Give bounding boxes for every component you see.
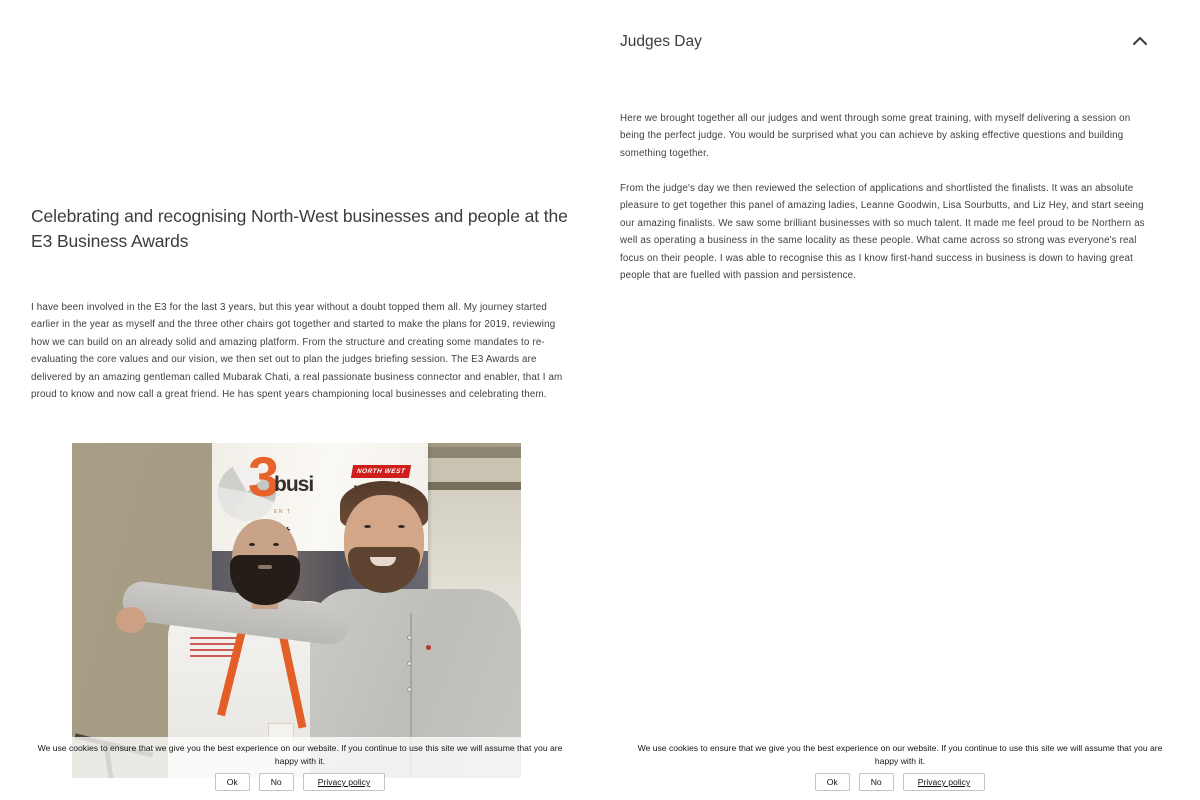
cookie-buttons xyxy=(600,773,1200,791)
cookie-privacy-policy-link[interactable]: Privacy policy xyxy=(303,773,386,791)
section-header xyxy=(620,32,1150,51)
chevron-up-icon xyxy=(1132,34,1148,49)
man-left-eye xyxy=(273,543,279,546)
man-right-eye xyxy=(364,525,371,528)
shirt-button xyxy=(407,635,412,640)
cookie-privacy-policy-link[interactable]: Privacy policy xyxy=(903,773,986,791)
cookie-no-button[interactable]: No xyxy=(859,773,894,791)
article-photo xyxy=(72,443,521,778)
cookie-message: We use cookies to ensure that we give you the best experience on our website. If you continue to use this site we will assume that you are happy with it. xyxy=(637,743,1163,766)
photo-picture-rail xyxy=(422,447,521,458)
section-title: Judges Day xyxy=(620,32,702,50)
cookie-no-button[interactable]: No xyxy=(259,773,294,791)
photo-picture-rail xyxy=(422,458,521,482)
shirt-button xyxy=(407,661,412,666)
man-right-eye xyxy=(398,525,405,528)
collapse-section-button[interactable] xyxy=(1130,32,1150,51)
photo-picture-rail xyxy=(422,482,521,490)
cookie-banner xyxy=(600,737,1200,800)
cookie-buttons xyxy=(0,773,600,791)
shirt-button xyxy=(407,687,412,692)
cookie-message: We use cookies to ensure that we give you the best experience on our website. If you continue to use this site we will assume that you are happy with it. xyxy=(37,743,563,766)
article-paragraph: I have been involved in the E3 for the last 3 years, but this year without a doubt topped them all. My journey started earlier in the year as myself and the three other chairs got together and started to make the plans for 2019, reviewing how we can build on an already solid and amazing platform. From the structure and creating some mandates to re-evaluating the core values and our vision, we then set out to plan the judges briefing session. The E3 Awards are delivered by an amazing gentleman called Mubarak Chati, a real passionate business connector and enabler, that I am proud to know and now call a great friend. He has spent years championing local businesses and celebrating them. xyxy=(31,302,563,401)
e3-logo-number: 3 xyxy=(248,445,280,508)
banner-tagline-left: EN T xyxy=(274,509,292,515)
man-left-mouth xyxy=(258,565,272,569)
man-left-eye xyxy=(249,543,255,546)
judges-day-panel xyxy=(600,0,1200,800)
cookie-ok-button[interactable]: Ok xyxy=(815,773,850,791)
banner-north-west-badge: NORTH WEST xyxy=(351,465,411,478)
cookie-ok-button[interactable]: Ok xyxy=(215,773,250,791)
section-paragraph: From the judge's day we then reviewed the selection of applications and shortlisted the finalists. It was an absolute pleasure to get together this panel of amazing ladies, Leanne Goodwin, Lisa Sourbutts, and Liz Hey, and start seeing our amazing finalists. We saw some brilliant businesses with so much talent. It made me feel proud to be Northern as well as operating a business in the same locality as these people. What came across so strong was everyone's real focus on their people. I was able to recognise this as I know first-hand success in business is down to having great people that are fuelled with passion and persistence. xyxy=(620,183,1145,282)
cookie-banner xyxy=(0,737,600,800)
man-right-pin xyxy=(426,645,431,650)
banner-word-business: busi xyxy=(274,473,314,496)
section-paragraph: Here we brought together all our judges and went through some great training, with myself delivering a session on being the perfect judge. You would be surprised what you can achieve by asking effective questions and building something together. xyxy=(620,113,1131,159)
article-title: Celebrating and recognising North-West businesses and people at the E3 Business Awards xyxy=(31,206,568,251)
man-right-hand xyxy=(116,607,146,633)
